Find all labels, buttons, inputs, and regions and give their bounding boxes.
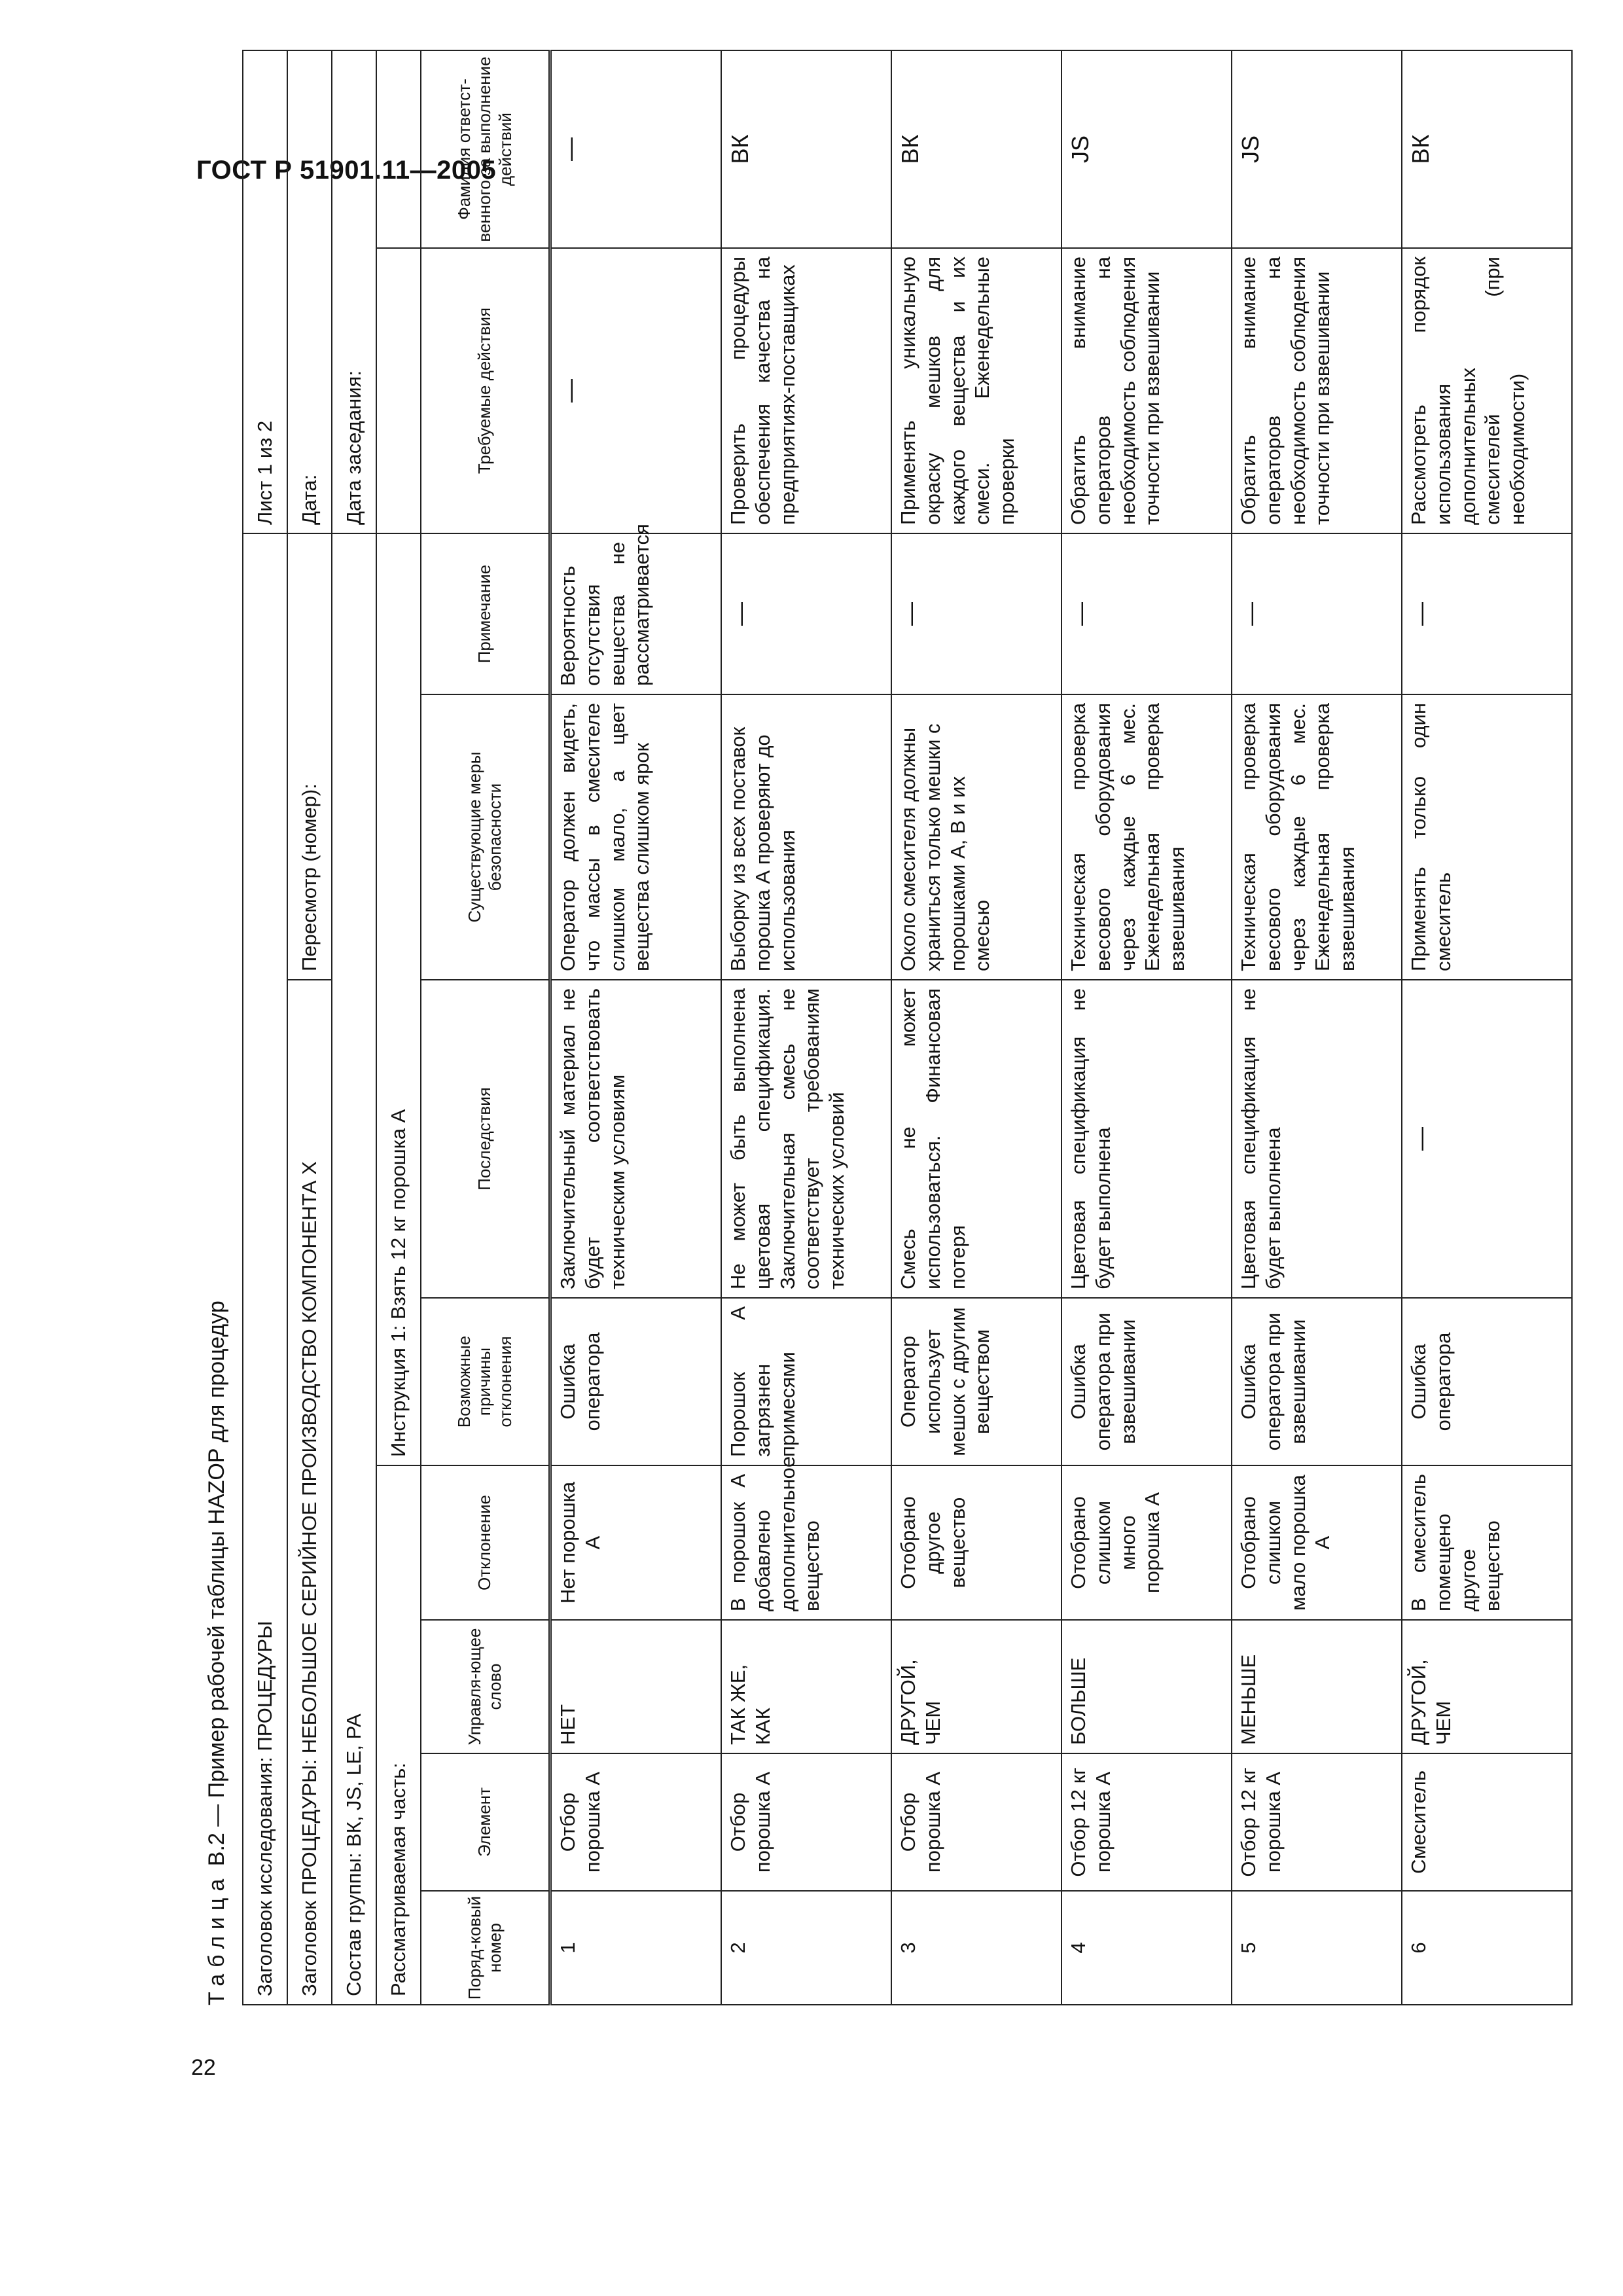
responsible-cell: —	[550, 50, 722, 248]
table-row	[550, 50, 722, 2005]
document-header: ГОСТ Р 51901.11—2005	[196, 156, 497, 185]
deviation-cell: В смеситель помещено другое вещество	[1402, 1465, 1572, 1620]
responsible-cell: ВК	[721, 50, 891, 248]
rotated-table-block	[191, 51, 1529, 2005]
element-cell: Отбор 12 кг порошка А	[1232, 1753, 1402, 1891]
study-title: Заголовок исследования: ПРОЦЕДУРЫ	[243, 533, 287, 2005]
safeguards-cell: Около смесителя должны храниться только мешки с порошками А, В и их смесью	[891, 694, 1061, 980]
guide-word-cell: ДРУГОЙ, ЧЕМ	[1402, 1620, 1572, 1753]
column-header: Требуемые действия	[421, 248, 550, 533]
causes-cell: Порошок А загрязнен примесями	[721, 1298, 891, 1465]
note-cell: —	[721, 533, 891, 694]
element-cell: Отбор порошка А	[550, 1753, 722, 1891]
table-row	[1232, 50, 1402, 2005]
meta-blank-cell	[376, 50, 421, 248]
column-header: Существующие меры безопасности	[421, 694, 550, 980]
safeguards-cell: Техническая проверка весового оборудования через каждые 6 мес. Еженедельная проверка взвешивания	[1061, 694, 1232, 980]
row-number: 5	[1232, 1891, 1402, 2005]
column-header: Управля-ющее слово	[421, 1620, 550, 1753]
column-header: Последствия	[421, 980, 550, 1298]
guide-word-cell: ТАК ЖЕ, КАК	[721, 1620, 891, 1753]
note-cell: —	[1061, 533, 1232, 694]
deviation-cell: Отобрано слишком мало порошка А	[1232, 1465, 1402, 1620]
instruction-label: Инструкция 1: Взять 12 кг порошка А	[376, 533, 421, 1465]
revision-label: Пересмотр (номер):	[287, 533, 332, 980]
causes-cell: Оператор использует мешок с другим веществом	[891, 1298, 1061, 1465]
causes-cell: Ошибка оператора при взвешивании	[1232, 1298, 1402, 1465]
element-cell: Смеситель	[1402, 1753, 1572, 1891]
procedure-title: Заголовок ПРОЦЕДУРЫ: НЕБОЛЬШОЕ СЕРИЙНОЕ ПРОИЗВОДСТВО КОМПОНЕНТА X	[287, 980, 332, 2005]
column-header: Элемент	[421, 1753, 550, 1891]
causes-cell: Ошибка оператора	[1402, 1298, 1572, 1465]
consequences-cell: —	[1402, 980, 1572, 1298]
actions-cell: Обратить внимание операторов на необходимость соблюдения точности при взвешивании	[1061, 248, 1232, 533]
guide-word-cell: НЕТ	[550, 1620, 722, 1753]
row-number: 2	[721, 1891, 891, 2005]
note-cell: —	[891, 533, 1061, 694]
guide-word-cell: БОЛЬШЕ	[1061, 1620, 1232, 1753]
causes-cell: Ошибка оператора	[550, 1298, 722, 1465]
safeguards-cell: Оператор должен видеть, что массы в смесителе слишком мало, а цвет вещества слишком ярок	[550, 694, 722, 980]
safeguards-cell: Техническая проверка весового оборудования через каждые 6 мес. Еженедельная проверка взвешивания	[1232, 694, 1402, 980]
part-label: Рассматриваемая часть:	[376, 1465, 421, 2005]
table-caption-text: В.2 — Пример рабочей таблицы HAZOP для процедур	[204, 1300, 229, 1867]
table-row	[1061, 50, 1232, 2005]
element-cell: Отбор порошка А	[721, 1753, 891, 1891]
actions-cell: Обратить внимание операторов на необходимость соблюдения точности при взвешивании	[1232, 248, 1402, 533]
responsible-cell: ВК	[891, 50, 1061, 248]
column-header: Поряд-ковый номер	[421, 1891, 550, 2005]
guide-word-cell: ДРУГОЙ, ЧЕМ	[891, 1620, 1061, 1753]
table-caption-prefix: Таблица	[204, 1872, 229, 2005]
consequences-cell: Цветовая спецификация не будет выполнена	[1232, 980, 1402, 1298]
deviation-cell: В порошок А добавлено дополнительное вещество	[721, 1465, 891, 1620]
causes-cell: Ошибка оператора при взвешивании	[1061, 1298, 1232, 1465]
consequences-cell: Цветовая спецификация не будет выполнена	[1061, 980, 1232, 1298]
row-number: 1	[550, 1891, 722, 2005]
row-number: 6	[1402, 1891, 1572, 2005]
note-cell: —	[1232, 533, 1402, 694]
note-cell: Вероятность отсутствия вещества не рассматривается	[550, 533, 722, 694]
responsible-cell: ВК	[1402, 50, 1572, 248]
sheet-label: Лист 1 из 2	[243, 50, 287, 533]
responsible-cell: JS	[1061, 50, 1232, 248]
consequences-cell: Не может быть выполнена цветовая спецификация. Заключительная смесь не соответствует требованиям технических условий	[721, 980, 891, 1298]
meeting-date-label: Дата заседания:	[332, 50, 376, 533]
row-number: 3	[891, 1891, 1061, 2005]
table-row	[1402, 50, 1572, 2005]
responsible-cell: JS	[1232, 50, 1402, 248]
safeguards-cell: Выборку из всех поставок порошка А проверяют до использования	[721, 694, 891, 980]
safeguards-cell: Применять только один смеситель	[1402, 694, 1572, 980]
table-caption	[191, 1300, 242, 2005]
deviation-cell: Нет порошка А	[550, 1465, 722, 1620]
hazop-worksheet-table	[242, 50, 1573, 2005]
actions-cell: —	[550, 248, 722, 533]
column-header: Примечание	[421, 533, 550, 694]
table-row	[721, 50, 891, 2005]
consequences-cell: Смесь не может использоваться. Финансовая потеря	[891, 980, 1061, 1298]
guide-word-cell: МЕНЬШЕ	[1232, 1620, 1402, 1753]
deviation-cell: Отобрано слишком много порошка А	[1061, 1465, 1232, 1620]
element-cell: Отбор порошка А	[891, 1753, 1061, 1891]
actions-cell: Рассмотреть порядок использования дополнительных смесителей (при необходимости)	[1402, 248, 1572, 533]
column-header: Возможные причины отклонения	[421, 1298, 550, 1465]
date-label: Дата:	[287, 50, 332, 533]
note-cell: —	[1402, 533, 1572, 694]
deviation-cell: Отобрано другое вещество	[891, 1465, 1061, 1620]
column-header: Отклонение	[421, 1465, 550, 1620]
table-row	[891, 50, 1061, 2005]
actions-cell: Применять уникальную окраску мешков для каждого вещества и их смеси. Еженедельные проверки	[891, 248, 1061, 533]
meta-blank-cell	[376, 248, 421, 533]
consequences-cell: Заключительный материал не будет соответствовать техническим условиям	[550, 980, 722, 1298]
column-header: Фамилия ответст-венного за выполнение действий	[421, 50, 550, 248]
page-number: 22	[191, 2055, 216, 2080]
element-cell: Отбор 12 кг порошка А	[1061, 1753, 1232, 1891]
row-number: 4	[1061, 1891, 1232, 2005]
actions-cell: Проверить процедуры обеспечения качества на предприятиях-поставщиках	[721, 248, 891, 533]
group-members: Состав группы: ВК, JS, LE, PA	[332, 533, 376, 2005]
